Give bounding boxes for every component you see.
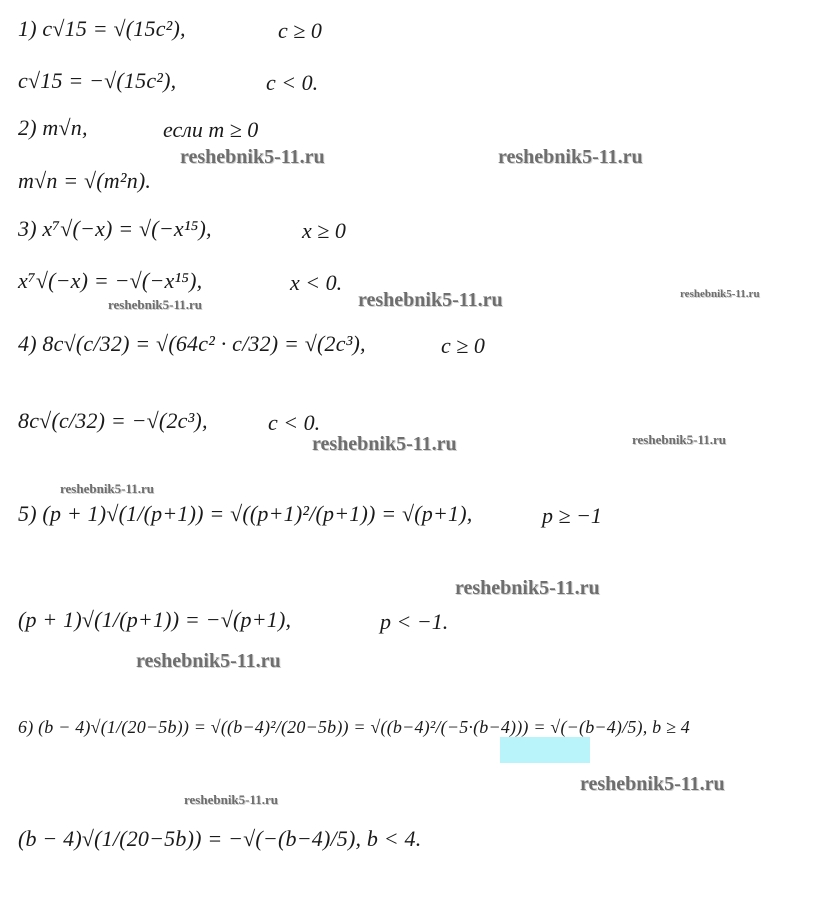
watermark-6: reshebnik5-11.ru xyxy=(312,433,457,455)
watermark-4: reshebnik5-11.ru xyxy=(358,289,503,311)
watermark-5: reshebnik5-11.ru xyxy=(680,288,760,300)
equation-6 xyxy=(18,718,690,736)
condition-1: c ≥ 0 xyxy=(278,18,322,43)
condition-3: x ≥ 0 xyxy=(302,218,346,243)
watermark-3: reshebnik5-11.ru xyxy=(108,297,203,312)
condition-1b: c < 0. xyxy=(266,70,319,95)
equation-1b xyxy=(18,70,176,92)
equation-2 xyxy=(18,117,88,139)
equation-3b xyxy=(18,270,202,292)
equation-3 xyxy=(18,218,212,240)
equation-3-text: 3) x⁷√(−x) = √(−x¹⁵), xyxy=(18,216,212,241)
equation-6b xyxy=(18,828,421,850)
equation-4b-text: 8c√(c/32) = −√(2c³), xyxy=(18,408,208,433)
equation-5 xyxy=(18,503,472,525)
condition-4b: c < 0. xyxy=(268,410,321,435)
condition-5: p ≥ −1 xyxy=(542,503,602,528)
equation-2-text: 2) m√n, xyxy=(18,115,88,140)
watermark-10: reshebnik5-11.ru xyxy=(136,650,281,672)
watermark-7: reshebnik5-11.ru xyxy=(632,432,727,447)
condition-5b: p < −1. xyxy=(380,609,449,634)
equation-6b-text: (b − 4)√(1/(20−5b)) = −√(−(b−4)/5), b < 4. xyxy=(18,826,422,851)
watermark-8: reshebnik5-11.ru xyxy=(60,481,155,496)
equation-5-text: 5) (p + 1)√(1/(p+1)) = √((p+1)²/(p+1)) = √(p+1), xyxy=(18,501,473,526)
condition-3b: x < 0. xyxy=(290,270,343,295)
equation-4b xyxy=(18,410,208,432)
equation-5b xyxy=(18,609,291,631)
watermark-2: reshebnik5-11.ru xyxy=(498,146,643,168)
equation-3b-text: x⁷√(−x) = −√(−x¹⁵), xyxy=(18,268,203,293)
equation-2b-text: m√n = √(m²n). xyxy=(18,168,152,193)
equation-5b-text: (p + 1)√(1/(p+1)) = −√(p+1), xyxy=(18,607,292,632)
highlight-b-minus-4 xyxy=(500,737,590,763)
equation-6-text: 6) (b − 4)√(1/(20−5b)) = √((b−4)²/(20−5b)) = √((b−4)²/(−5·(b−4))) = √(−(b−4)/5), b ≥ 4 xyxy=(18,717,691,737)
equation-2b xyxy=(18,170,151,192)
watermark-9: reshebnik5-11.ru xyxy=(455,577,600,599)
equation-4-text: 4) 8c√(c/32) = √(64c² · c/32) = √(2c³), xyxy=(18,331,366,356)
equation-1b-text: c√15 = −√(15c²), xyxy=(18,68,177,93)
watermark-11: reshebnik5-11.ru xyxy=(580,773,725,795)
watermark-12: reshebnik5-11.ru xyxy=(184,792,279,807)
equation-1 xyxy=(18,18,186,40)
watermark-1: reshebnik5-11.ru xyxy=(180,146,325,168)
condition-4: c ≥ 0 xyxy=(441,333,485,358)
equation-4 xyxy=(18,333,366,355)
condition-2: если m ≥ 0 xyxy=(163,117,259,142)
equation-1-text: 1) c√15 = √(15c²), xyxy=(18,16,186,41)
